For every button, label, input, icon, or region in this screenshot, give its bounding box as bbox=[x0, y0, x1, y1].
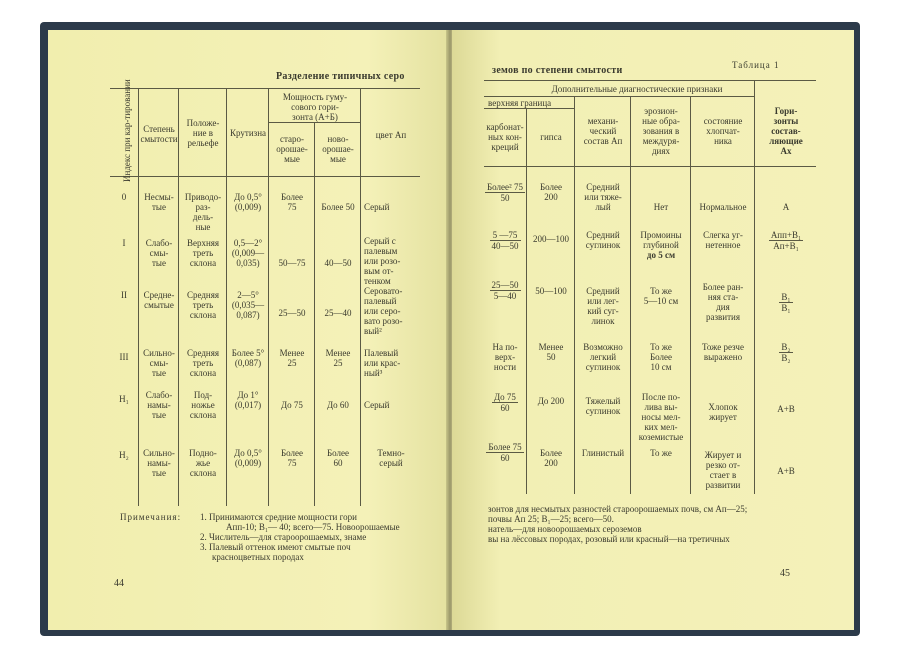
note-line: 1. Принимаются средние мощности гори bbox=[200, 512, 357, 522]
header-degree: Степень смытости bbox=[140, 124, 178, 144]
col-divider bbox=[630, 96, 631, 494]
header-index: Индекс при кар-тировании bbox=[122, 79, 132, 182]
header-carbonate: карбонат- ных кон- креций bbox=[486, 122, 524, 152]
col-divider bbox=[314, 122, 315, 506]
table-top-line bbox=[484, 80, 816, 81]
table-label: Таблица 1 bbox=[732, 60, 780, 70]
header-thickness: Мощность гуму- сового гори- зонта (А+Б) bbox=[282, 92, 348, 122]
header-mech: механи- ческий состав Ап bbox=[583, 116, 623, 146]
note-line: 3. Палевый оттенок имеют смытые поч bbox=[200, 542, 351, 552]
left-page-title: Разделение типичных серо bbox=[276, 71, 405, 82]
note-line: Апп-10; В₁— 40; всего—75. Новоорошаемые bbox=[226, 522, 400, 532]
header-gypsum: гипса bbox=[540, 132, 562, 142]
note-line: натель—для новоорошаемых сероземов bbox=[488, 524, 642, 534]
header-color: цвет Ап bbox=[375, 130, 407, 140]
header-erosion: эрозион- ные обра- зования в междуря- диях bbox=[642, 106, 680, 156]
col-divider bbox=[690, 96, 691, 494]
col-divider bbox=[178, 88, 179, 506]
col-divider bbox=[360, 88, 361, 506]
header-bottom-line bbox=[484, 166, 816, 167]
header-old-irrigated: старо- орошае- мые bbox=[276, 134, 308, 164]
extra-signs-header: Дополнительные диагностические признаки bbox=[551, 84, 723, 94]
left-page: Разделение типичных серо Индекс при кар-тировании Степень смытости Положе- ние в рельефе Крутизна Мощность гуму- сового гори- зонта (А+Б) старо- орошае- мые ново- орошае- мые цвет Ап 0 Несмы- тые Приводо- раз- дель- ные До 0,5° (0,009) Более 75 Более 50 Серый I Слабо- смы- тые Верхняя треть склона 0,5—2° (0,009— 0,035) 50—75 40—50 Серый с палевым или розо- вым от- тенком II Средне- смытые Средняя треть склона 2—5° (0,035— 0,087) 25—50 25—40 Серовато- палевый или серо- вато розо- вый² III Сильно- смы- тые Средняя треть склона Более 5° (0,087) Менее 25 Менее 25 Палевый или крас- ный³ Н₁ Слабо- намы- тые Под- ножье склона До 1° (0,017) До 75 До 60 Серый Н₂ Сильно- намы- тые Подно- жье склона До 0,5° (0,009) Более 75 Более 60 Темно- серый Примечания: 1. Принимаются средние мощности гори Апп-10; В₁— 40; всего—75. Новоорошаемые 2. Числитель—для староорошаемых, знаме 3. Палевый оттенок имеют смытые поч красноцветных породах 44 bbox=[48, 30, 448, 630]
table-top-line bbox=[110, 88, 420, 89]
subheader-line bbox=[484, 96, 754, 97]
notes-label: Примечания: bbox=[120, 512, 182, 522]
note-line: красноцветных породах bbox=[212, 552, 304, 562]
col-divider bbox=[268, 88, 269, 506]
page-number: 44 bbox=[114, 578, 124, 589]
header-horizons: Гори- зонты состав- ляющие Ах bbox=[769, 106, 803, 156]
note-line: 2. Числитель—для староорошаемых, знаме bbox=[200, 532, 367, 542]
note-line: зонтов для несмытых разностей староорошаемых почв, см Ап—25; bbox=[488, 504, 748, 514]
col-divider bbox=[574, 96, 575, 494]
header-relief: Положе- ние в рельефе bbox=[186, 118, 220, 148]
col-divider bbox=[754, 80, 755, 494]
col-divider bbox=[226, 88, 227, 506]
right-page: Таблица 1 земов по степени смытости Дополнительные диагностические признаки верхняя граница карбонат- ных кон- креций гипса механи- ческий состав Ап эрозион- ные обра- зования в междуря- диях состояние хлопчат- ника Гори- зонты состав- ляющие Ах $\frac{\text{Более² 75}}{50}$ Более 200 Средний или тяже- лый Нет Нормальное А $\frac{5 —75}{40—50}$ 200—100 Средний суглинок Промоины глубиной до 5 см Слегка уг- нетенное $\frac{\text{Апп+В₁}}{\text{Ап+В₁}}$ $\frac{25—50}{5—40}$ 50—100 Средний или лег- кий суг- линок То же 5—10 см Более ран- няя ста- дия развития $\frac{\text{В₁}}{\text{В₁}}$ На по- верх- ности Менее 50 Возможно легкий суглинок То же Более 10 см Тоже резче выражено $\frac{\text{В₂}}{\text{В₂}}$ $\frac{До 75}{60}$ До 200 Тяжелый суглинок После по- лива вы- носы мел- ких мел- коземистые Хлопок жирует А+В $\frac{\text{Более 75}}{60}$ Более 200 Глинистый То же Жирует и резко от- стает в развитии А+В зонтов для несмытых разностей староорошаемых почв, см Ап—25; почвы Ап 25; В₁—25; всего—50. натель—для новоорошаемых сероземов вы на лёссовых породах, розовый или красный—на третичных 45 bbox=[452, 30, 854, 630]
col-divider bbox=[526, 108, 527, 494]
header-new-irrigated: ново- орошае- мые bbox=[322, 134, 354, 164]
note-line: почвы Ап 25; В₁—25; всего—50. bbox=[488, 514, 614, 524]
header-bottom-line bbox=[110, 176, 420, 177]
note-line: вы на лёссовых породах, розовый или красный—на третичных bbox=[488, 534, 730, 544]
upper-boundary-header: верхняя граница bbox=[488, 98, 552, 108]
col-divider bbox=[138, 88, 139, 506]
header-steepness: Крутизна bbox=[230, 128, 266, 138]
header-cotton: состояние хлопчат- ника bbox=[703, 116, 743, 146]
right-page-title: земов по степени смытости bbox=[492, 65, 623, 76]
page-number: 45 bbox=[780, 568, 790, 579]
subheader-line bbox=[484, 108, 574, 109]
